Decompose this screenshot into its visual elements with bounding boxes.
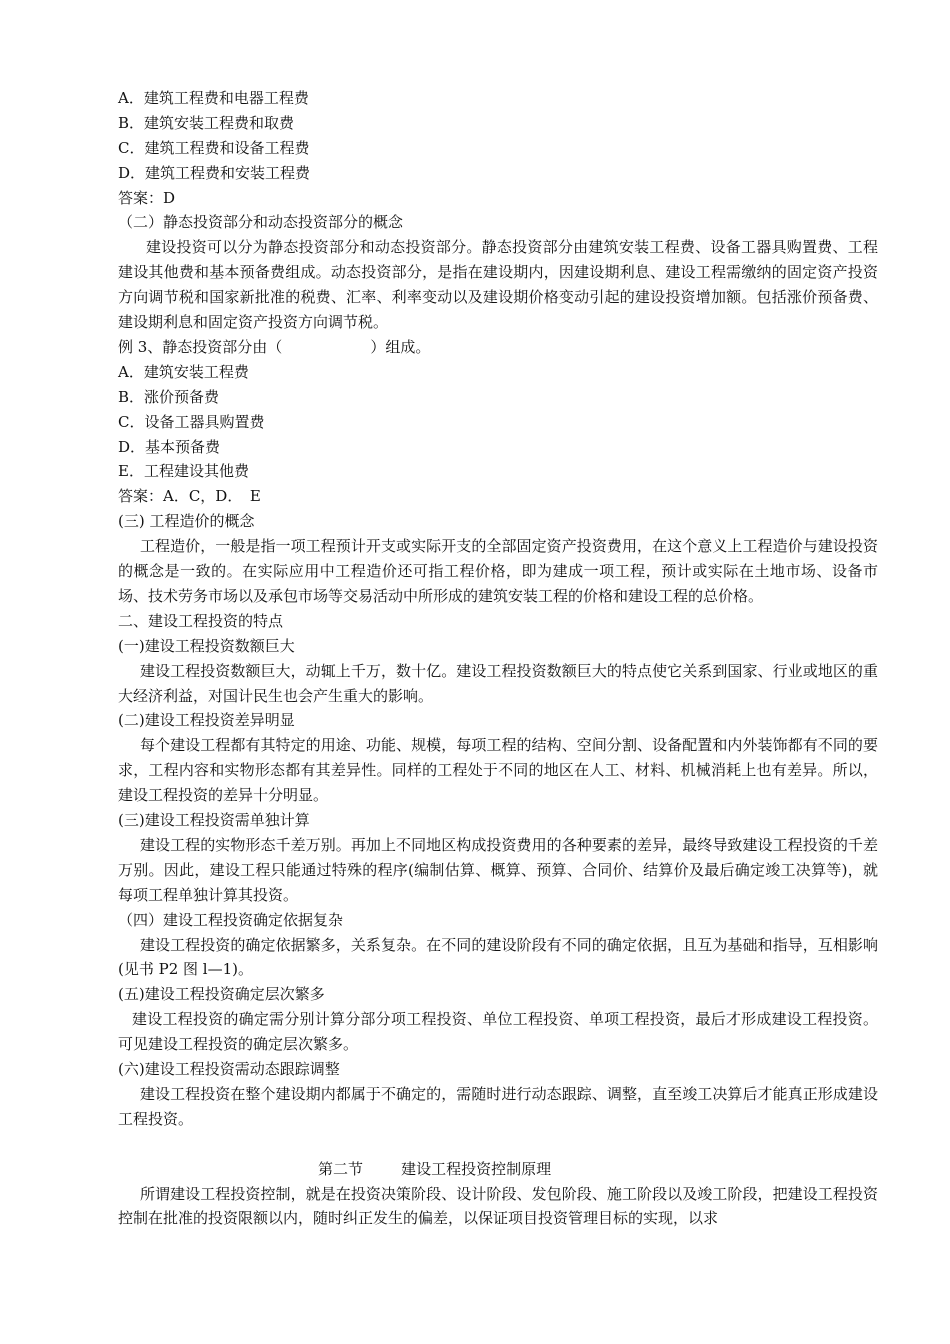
- option-c: C．设备工器具购置费: [118, 412, 265, 431]
- question-stem-prefix: 例 3、静态投资部分由（: [118, 337, 283, 356]
- paragraph: 建设投资可以分为静态投资部分和动态投资部分。静态投资部分由建筑安装工程费、设备工器具购置费、工程建设其他费和基本预备费组成。动态投资部分，是指在建设期内，因建设期利息、建设工程需缴纳的固定资产投资方向调节税和国家新批准的税费、汇率、利率变动以及建设期价格变动引起的建设投资增加额。包括涨价预备费、建设期利息和固定资产投资方向调节税。: [118, 238, 878, 332]
- option-e: E．工程建设其他费: [118, 462, 249, 481]
- paragraph: 建设工程投资数额巨大，动辄上千万，数十亿。建设工程投资数额巨大的特点使它关系到国家、行业或地区的重大经济利益，对国计民生也会产生重大的影响。: [118, 661, 878, 705]
- chapter-section-title: [118, 1157, 878, 1182]
- answer: 答案：D: [118, 188, 176, 207]
- subsection-heading: (一)建设工程投资数额巨大: [118, 636, 295, 655]
- subsection-heading: (二)建设工程投资差异明显: [118, 711, 295, 730]
- paragraph: 建设工程投资的确定依据繁多，关系复杂。在不同的建设阶段有不同的确定依据，且互为基础和指导，互相影响(见书 P2 图 l—1)。: [118, 935, 878, 979]
- part-heading: 二、建设工程投资的特点: [118, 611, 284, 630]
- section-title-text: 建设工程投资控制原理: [401, 1159, 552, 1178]
- paragraph: 建设工程的实物形态千差万别。再加上不同地区构成投资费用的各种要素的差异，最终导致建设工程投资的千差万别。因此，建设工程只能通过特殊的程序(编制估算、概算、预算、合同价、结算价及最后确定竣工决算等)，就每项工程单独计算其投资。: [118, 835, 878, 904]
- option-a: A．建筑安装工程费: [118, 362, 249, 381]
- option-b: B．建筑安装工程费和取费: [118, 113, 295, 132]
- paragraph: 所谓建设工程投资控制，就是在投资决策阶段、设计阶段、发包阶段、施工阶段以及竣工阶段，把建设工程投资控制在批准的投资限额以内，随时纠正发生的偏差，以保证项目投资管理目标的实现，以求: [118, 1184, 878, 1228]
- blank-line: [118, 1132, 878, 1157]
- subsection-heading: （四）建设工程投资确定依据复杂: [118, 910, 344, 929]
- answer: 答案：A．C，D． E: [118, 487, 261, 506]
- option-d: D．建筑工程费和安装工程费: [118, 163, 311, 182]
- option-d: D．基本预备费: [118, 437, 221, 456]
- subsection-heading: (五)建设工程投资确定层次繁多: [118, 985, 325, 1004]
- paragraph: 工程造价，一般是指一项工程预计开支或实际开支的全部固定资产投资费用，在这个意义上工程造价与建设投资的概念是一致的。在实际应用中工程造价还可指工程价格，即为建成一项工程，预计或实际在土地市场、设备市场、技术劳务市场以及承包市场等交易活动中所形成的建筑安装工程的价格和建设工程的总价格。: [118, 537, 878, 605]
- section-heading: （二）静态投资部分和动态投资部分的概念: [118, 213, 404, 232]
- subsection-heading: (三)建设工程投资需单独计算: [118, 811, 310, 830]
- section-number: 第二节: [318, 1159, 364, 1178]
- paragraph: 建设工程投资的确定需分别计算分部分项工程投资、单位工程投资、单项工程投资，最后才形成建设工程投资。可见建设工程投资的确定层次繁多。: [118, 1010, 878, 1054]
- subsection-heading: (六)建设工程投资需动态跟踪调整: [118, 1060, 340, 1079]
- question-stem-suffix: ）组成。: [370, 337, 431, 356]
- document-page: [118, 86, 878, 1231]
- section-heading: (三) 工程造价的概念: [118, 512, 255, 531]
- option-b: B．涨价预备费: [118, 387, 220, 406]
- option-c: C．建筑工程费和设备工程费: [118, 138, 310, 157]
- example-question: [118, 335, 878, 360]
- paragraph: 每个建设工程都有其特定的用途、功能、规模，每项工程的结构、空间分割、设备配置和内外装饰都有不同的要求，工程内容和实物形态都有其差异性。同样的工程处于不同的地区在人工、材料、机械消耗上也有差异。所以，建设工程投资的差异十分明显。: [118, 736, 878, 805]
- option-a: A．建筑工程费和电器工程费: [118, 89, 309, 107]
- paragraph: 建设工程投资在整个建设期内都属于不确定的，需随时进行动态跟踪、调整，直至竣工决算后才能真正形成建设工程投资。: [118, 1084, 878, 1128]
